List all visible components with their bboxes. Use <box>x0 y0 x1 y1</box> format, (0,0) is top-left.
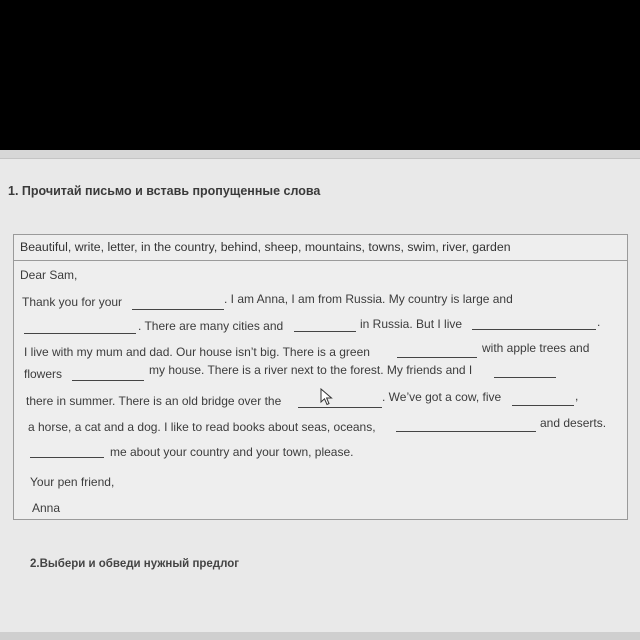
screen-area <box>0 150 640 640</box>
letter-line-2b: . I am Anna, I am from Russia. My country is large and <box>224 292 513 306</box>
task-2-title: 2.Выбери и обведи нужный предлог <box>30 558 240 570</box>
letter-line-7a: a horse, a cat and a dog. I like to read books about seas, oceans, <box>28 420 376 434</box>
blank-5[interactable] <box>397 357 477 358</box>
blank-4[interactable] <box>472 329 596 330</box>
task-1-title: 1. Прочитай письмо и вставь пропущенные слова <box>8 184 321 198</box>
blank-7[interactable] <box>494 377 556 378</box>
letter-line-4a: I live with my mum and dad. Our house isn’t big. There is a green <box>24 345 370 359</box>
blank-2[interactable] <box>24 333 136 334</box>
letter-signature: Anna <box>32 501 61 515</box>
cutoff-next-line <box>0 632 640 640</box>
letter-line-8: me about your country and your town, please. <box>110 445 354 459</box>
letter-sign-off: Your pen friend, <box>30 475 115 489</box>
blank-11[interactable] <box>30 457 104 458</box>
letter-line-3b: in Russia. But I live <box>360 317 463 331</box>
word-bank: Beautiful, write, letter, in the country, behind, sheep, mountains, towns, swim, river, garden <box>14 235 627 261</box>
letter-line-6b: . We’ve got a cow, five <box>382 390 502 404</box>
mouse-pointer-icon <box>320 388 334 411</box>
blank-6[interactable] <box>72 380 144 381</box>
letter-line-3a: . There are many cities and <box>138 319 284 333</box>
letter-line-6a: there in summer. There is an old bridge over the <box>26 394 282 408</box>
letter-line-7b: and deserts. <box>540 416 607 430</box>
greeting: Dear Sam, <box>20 268 78 282</box>
blank-8[interactable] <box>298 407 382 408</box>
blank-3[interactable] <box>294 331 356 332</box>
blank-10[interactable] <box>396 431 536 432</box>
letter-line-5a: flowers <box>24 367 63 381</box>
blank-9[interactable] <box>512 405 574 406</box>
letter-line-6c: , <box>575 389 579 403</box>
letter-line-5b: my house. There is a river next to the forest. My friends and I <box>149 363 473 377</box>
letter-line-4b: with apple trees and <box>482 341 590 355</box>
browser-edge <box>0 150 640 159</box>
letter-line-2a: Thank you for your <box>22 295 123 309</box>
blank-1[interactable] <box>132 309 224 310</box>
exercise-table <box>13 234 628 520</box>
letter-line-3c: . <box>597 315 601 329</box>
